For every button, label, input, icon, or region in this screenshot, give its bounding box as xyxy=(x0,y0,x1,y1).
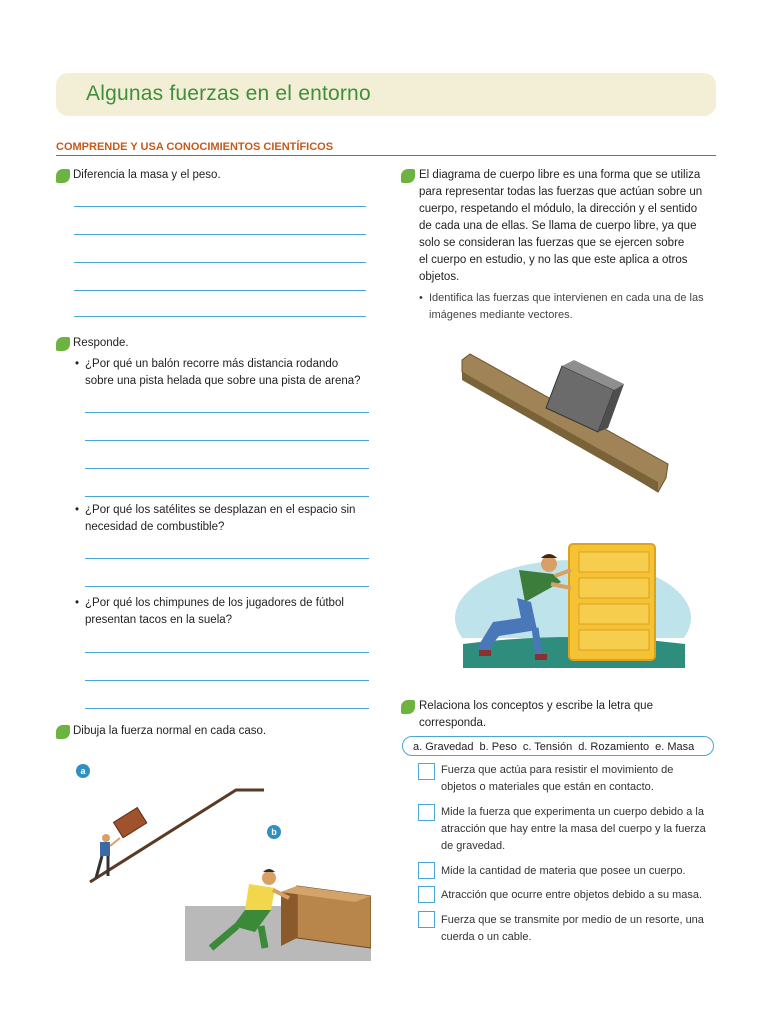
bullet-line: • Identifica las fuerzas que intervienen en cada una de las xyxy=(429,292,704,304)
definition-1 xyxy=(441,762,673,796)
answer-box-2[interactable] xyxy=(418,804,435,821)
answer-line[interactable] xyxy=(85,680,369,681)
leaf-bullet-icon xyxy=(56,337,70,351)
badge-a: a xyxy=(76,764,90,778)
paragraph-line: objetos. xyxy=(419,271,460,283)
definition-line: Fuerza que actúa para resistir el movimiento de xyxy=(441,764,674,776)
paragraph-line: solo se consideran las fuerzas que se ejercen sobre xyxy=(419,237,685,249)
answer-box-1[interactable] xyxy=(418,763,435,780)
pushing-crate-illustration xyxy=(455,518,691,676)
option-rozamiento: d. Rozamiento xyxy=(578,741,650,753)
question-responde: Responde. xyxy=(73,337,129,349)
question-balon: • ¿Por qué un balón recorre más distancia rodando sobre una pista helada que sobre una pista de arena? xyxy=(85,356,370,390)
paragraph-line: el cuerpo en estudio, y no las que este aplica a otros xyxy=(419,254,688,266)
bullet-line: imágenes mediante vectores. xyxy=(429,309,573,321)
leaf-bullet-icon xyxy=(401,700,415,714)
answer-line[interactable] xyxy=(74,316,366,317)
page-title: Algunas fuerzas en el entorno xyxy=(86,82,371,105)
definition-line: Mide la fuerza que experimenta un cuerpo debido a la xyxy=(441,806,704,818)
answer-line[interactable] xyxy=(85,496,369,497)
answer-line[interactable] xyxy=(85,412,369,413)
answer-line[interactable] xyxy=(85,652,369,653)
answer-line[interactable] xyxy=(74,234,366,235)
paragraph-line: para representar todas las fuerzas que actúan sobre un xyxy=(419,186,703,198)
answer-line[interactable] xyxy=(74,262,366,263)
leaf-bullet-icon xyxy=(56,169,70,183)
definition-3 xyxy=(441,863,686,880)
floor-push-illustration xyxy=(185,866,371,961)
free-body-paragraph xyxy=(419,167,719,286)
definition-line: atracción que hay entre la masa del cuerpo y la fuerza xyxy=(441,823,706,835)
option-peso: b. Peso xyxy=(479,741,517,753)
leaf-bullet-icon xyxy=(56,725,70,739)
definition-line: Fuerza que se transmite por medio de un resorte, una xyxy=(441,914,704,926)
relate-instructions xyxy=(419,698,653,732)
answer-line[interactable] xyxy=(85,468,369,469)
answer-line[interactable] xyxy=(74,206,366,207)
question-fuerza-normal: Dibuja la fuerza normal en cada caso. xyxy=(73,725,267,737)
paragraph-line: El diagrama de cuerpo libre es una forma que se utiliza xyxy=(419,169,701,181)
answer-line[interactable] xyxy=(85,586,369,587)
answer-line[interactable] xyxy=(74,290,366,291)
definition-5 xyxy=(441,912,704,946)
answer-box-5[interactable] xyxy=(418,911,435,928)
identify-forces-bullet xyxy=(429,290,729,324)
title-banner xyxy=(56,73,716,116)
option-gravedad: a. Gravedad xyxy=(413,741,474,753)
definition-line: objetos o materiales que están en contacto. xyxy=(441,781,654,793)
answer-box-4[interactable] xyxy=(418,886,435,903)
definition-line: Mide la cantidad de materia que posee un cuerpo. xyxy=(441,865,686,877)
question-satelites: • ¿Por qué los satélites se desplazan en el espacio sin necesidad de combustible? xyxy=(85,502,370,536)
instruction-line: corresponda. xyxy=(419,717,487,729)
instruction-line: Relaciona los conceptos y escribe la letra que xyxy=(419,700,653,712)
definition-line: Atracción que ocurre entre objetos debido a su masa. xyxy=(441,889,703,901)
leaf-bullet-icon xyxy=(401,169,415,183)
concept-options xyxy=(402,736,714,756)
option-tension: c. Tensión xyxy=(522,741,573,753)
section-heading: COMPRENDE Y USA CONOCIMIENTOS CIENTÍFICOS xyxy=(56,141,716,156)
badge-b: b xyxy=(267,825,281,839)
answer-line[interactable] xyxy=(85,440,369,441)
answer-line[interactable] xyxy=(85,708,369,709)
question-chimpunes: • ¿Por qué los chimpunes de los jugadores de fútbol presentan tacos en la suela? xyxy=(85,595,370,629)
answer-line[interactable] xyxy=(85,558,369,559)
definition-2 xyxy=(441,804,706,855)
paragraph-line: cuerpo, respetando el módulo, la dirección y el sentido xyxy=(419,203,698,215)
option-masa: e. Masa xyxy=(655,741,695,753)
inclined-plane-illustration xyxy=(458,350,672,500)
definition-line: cuerda o un cable. xyxy=(441,931,532,943)
definition-4 xyxy=(441,887,702,904)
question-mass-weight: Diferencia la masa y el peso. xyxy=(73,169,221,181)
paragraph-line: de cada una de ellas. Se llama de cuerpo libre, ya que xyxy=(419,220,697,232)
definition-line: de gravedad. xyxy=(441,840,506,852)
answer-box-3[interactable] xyxy=(418,862,435,879)
